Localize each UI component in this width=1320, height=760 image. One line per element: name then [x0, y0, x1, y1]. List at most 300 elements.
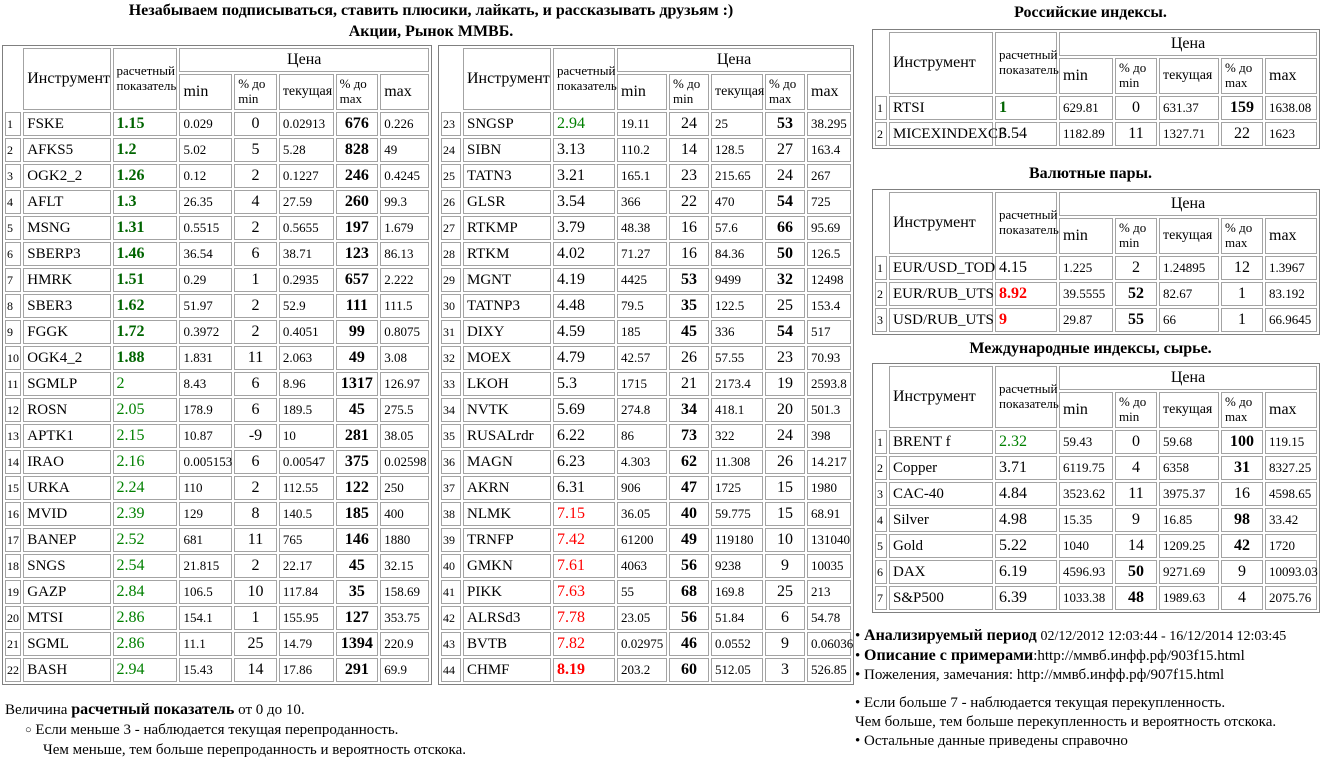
table-row	[5, 554, 429, 578]
current-cell: 140.5	[279, 502, 334, 526]
price-group-header: Цена	[1059, 192, 1317, 216]
instrument-cell: RTKMP	[463, 216, 551, 240]
pct-to-max-cell: 676	[336, 112, 379, 136]
row-number-cell: 32	[441, 346, 461, 370]
pct-to-max-cell: 3	[765, 658, 805, 682]
max-cell: 1.679	[380, 216, 429, 240]
pct-to-min-cell: 11	[1115, 122, 1157, 146]
pct-to-max-cell: 16	[1221, 482, 1263, 506]
note-overbought-cont: Чем больше, тем больше перекупленность и вероятность отскока.	[855, 714, 1277, 730]
row-number-cell: 17	[5, 528, 21, 552]
min-header: min	[617, 74, 667, 110]
legend-oversold-cont: Чем меньше, тем больше перепроданность и вероятность отскока.	[43, 742, 467, 758]
instrument-cell: CAC-40	[889, 482, 993, 506]
calc-indicator-cell: 7.78	[553, 606, 615, 630]
calc-indicator-cell: 2.15	[113, 424, 178, 448]
pct-to-max-cell: 50	[765, 242, 805, 266]
header-row-1	[441, 48, 851, 72]
note-description-url: :http://ммвб.инфф.рф/903f15.html	[1033, 648, 1245, 664]
pct-to-max-cell: 15	[765, 502, 805, 526]
pct-to-min-cell: 23	[669, 164, 709, 188]
instrument-cell: MTSI	[23, 606, 110, 630]
instrument-cell: MGNT	[463, 268, 551, 292]
max-cell: 95.69	[807, 216, 851, 240]
pct-to-max-cell: 9	[765, 554, 805, 578]
current-cell: 38.71	[279, 242, 334, 266]
pct-to-max-cell: 111	[336, 294, 379, 318]
international-table-container	[872, 363, 1320, 613]
pct-to-max-cell: 20	[765, 398, 805, 422]
current-cell: 128.5	[711, 138, 763, 162]
calc-indicator-cell: 2.39	[113, 502, 178, 526]
current-cell: 155.95	[279, 606, 334, 630]
pct-to-max-cell: 197	[336, 216, 379, 240]
current-cell: 117.84	[279, 580, 334, 604]
pct-to-min-cell: 35	[669, 294, 709, 318]
row-number-cell: 2	[875, 456, 887, 480]
table-row	[5, 528, 429, 552]
row-number-cell: 1	[5, 112, 21, 136]
min-cell: 55	[617, 580, 667, 604]
table-row	[441, 346, 851, 370]
pct-to-max-cell: 12	[1221, 256, 1263, 280]
row-number-cell: 15	[5, 476, 21, 500]
bullet-icon: •	[855, 733, 861, 749]
current-cell: 336	[711, 320, 763, 344]
calc-indicator-cell: 1.15	[113, 112, 178, 136]
calc-indicator-cell: 2.52	[113, 528, 178, 552]
stocks-table-right-container	[438, 45, 854, 685]
pct-to-max-cell: 122	[336, 476, 379, 500]
max-cell: 69.9	[380, 658, 429, 682]
pct-to-max-cell: 246	[336, 164, 379, 188]
pct-to-max-cell: 25	[765, 580, 805, 604]
info-notes	[855, 626, 1311, 751]
pct-to-min-cell: 14	[669, 138, 709, 162]
calc-indicator-cell: 2.32	[995, 430, 1057, 454]
instrument-header: Инструмент	[889, 192, 993, 254]
current-cell: 57.55	[711, 346, 763, 370]
max-cell: 1638.08	[1265, 96, 1317, 120]
table-row	[441, 164, 851, 188]
pct-to-min-cell: 60	[669, 658, 709, 682]
calc-indicator-cell: 1	[995, 96, 1057, 120]
max-cell: 83.192	[1265, 282, 1317, 306]
table-row	[5, 372, 429, 396]
calc-indicator-cell: 4.84	[995, 482, 1057, 506]
current-cell: 169.8	[711, 580, 763, 604]
current-cell: 51.84	[711, 606, 763, 630]
min-cell: 1033.38	[1059, 586, 1113, 610]
calc-indicator-cell: 8.19	[553, 658, 615, 682]
max-cell: 0.02598	[380, 450, 429, 474]
calc-indicator-cell: 4.98	[995, 508, 1057, 532]
max-header: max	[1265, 58, 1317, 94]
row-number-cell: 16	[5, 502, 21, 526]
pct-to-max-cell: 66	[765, 216, 805, 240]
pct-to-max-cell: 100	[1221, 430, 1263, 454]
min-cell: 79.5	[617, 294, 667, 318]
instrument-header: Инструмент	[23, 48, 110, 110]
row-number-cell: 2	[875, 122, 887, 146]
table-row	[5, 216, 429, 240]
table-row	[5, 164, 429, 188]
instrument-header: Инструмент	[889, 32, 993, 94]
table-row	[5, 320, 429, 344]
pct-to-max-cell: 260	[336, 190, 379, 214]
current-cell: 0.0552	[711, 632, 763, 656]
min-cell: 26.35	[179, 190, 232, 214]
table-row	[5, 658, 429, 682]
current-cell: 0.5655	[279, 216, 334, 240]
max-cell: 398	[807, 424, 851, 448]
calc-indicator-cell: 6.39	[995, 586, 1057, 610]
table-row	[875, 282, 1317, 306]
calc-indicator-cell: 6.31	[553, 476, 615, 500]
instrument-cell: Copper	[889, 456, 993, 480]
row-number-cell: 4	[875, 508, 887, 532]
pct-to-max-cell: 27	[765, 138, 805, 162]
table-row	[5, 112, 429, 136]
min-cell: 8.43	[179, 372, 232, 396]
table-row	[875, 122, 1317, 146]
pct-to-min-cell: 55	[1115, 308, 1157, 332]
calc-indicator-cell: 2.86	[113, 632, 178, 656]
instrument-cell: LKOH	[463, 372, 551, 396]
min-header: min	[1059, 392, 1113, 428]
current-header: текущая	[279, 74, 334, 110]
current-cell: 215.65	[711, 164, 763, 188]
max-cell: 3.08	[380, 346, 429, 370]
pct-to-min-cell: 2	[234, 320, 277, 344]
pct-to-min-cell: 2	[234, 476, 277, 500]
row-number-cell: 2	[875, 282, 887, 306]
pct-to-min-cell: 40	[669, 502, 709, 526]
min-cell: 906	[617, 476, 667, 500]
calc-indicator-cell: 2.94	[553, 112, 615, 136]
current-cell: 0.4051	[279, 320, 334, 344]
instrument-cell: EUR/RUB_UTS	[889, 282, 993, 306]
table-row	[5, 190, 429, 214]
pct-to-min-cell: 4	[1115, 456, 1157, 480]
current-cell: 17.86	[279, 658, 334, 682]
max-cell: 0.4245	[380, 164, 429, 188]
page-subtitle: Акции, Рынок ММВБ.	[348, 23, 514, 40]
pct-to-max-cell: 1394	[336, 632, 379, 656]
current-cell: 765	[279, 528, 334, 552]
header-row-1	[875, 32, 1317, 56]
row-number-cell: 1	[875, 430, 887, 454]
row-number-cell: 38	[441, 502, 461, 526]
pct-to-min-cell: 52	[1115, 282, 1157, 306]
current-cell: 0.02913	[279, 112, 334, 136]
max-cell: 33.42	[1265, 508, 1317, 532]
min-header: min	[179, 74, 232, 110]
table-row	[441, 190, 851, 214]
calc-indicator-cell: 8.92	[995, 282, 1057, 306]
pct-to-max-cell: 657	[336, 268, 379, 292]
pct-to-max-cell: 35	[336, 580, 379, 604]
calc-indicator-cell: 7.63	[553, 580, 615, 604]
pct-to-max-cell: 31	[1221, 456, 1263, 480]
current-cell: 25	[711, 112, 763, 136]
instrument-cell: MOEX	[463, 346, 551, 370]
max-cell: 0.226	[380, 112, 429, 136]
max-cell: 400	[380, 502, 429, 526]
min-cell: 0.029	[179, 112, 232, 136]
max-cell: 119.15	[1265, 430, 1317, 454]
note-other-text: Остальные данные приведены справочно	[864, 733, 1128, 749]
calc-indicator-cell: 5.22	[995, 534, 1057, 558]
calc-indicator-cell: 2.05	[113, 398, 178, 422]
pct-to-max-cell: 45	[336, 554, 379, 578]
max-cell: 526.85	[807, 658, 851, 682]
min-cell: 71.27	[617, 242, 667, 266]
current-cell: 0.1227	[279, 164, 334, 188]
stocks-table-left-container	[2, 45, 432, 685]
pct-to-max-cell: 9	[1221, 560, 1263, 584]
table-row	[441, 268, 851, 292]
pct-to-min-cell: 1	[234, 268, 277, 292]
current-header: текущая	[1159, 218, 1219, 254]
calc-indicator-cell: 6.23	[553, 450, 615, 474]
min-cell: 61200	[617, 528, 667, 552]
table-row	[5, 450, 429, 474]
table-row	[441, 138, 851, 162]
calc-indicator-header: расчетный показатель	[995, 32, 1057, 94]
instrument-header: Инструмент	[889, 366, 993, 428]
min-cell: 1182.89	[1059, 122, 1113, 146]
pct-to-max-cell: 19	[765, 372, 805, 396]
calc-indicator-cell: 3.71	[995, 456, 1057, 480]
pct-to-max-cell: 53	[765, 112, 805, 136]
table-row	[5, 294, 429, 318]
table-row	[5, 268, 429, 292]
min-cell: 366	[617, 190, 667, 214]
pct-to-min-cell: 2	[234, 216, 277, 240]
max-cell: 68.91	[807, 502, 851, 526]
table-row	[875, 308, 1317, 332]
row-number-cell: 43	[441, 632, 461, 656]
min-cell: 21.815	[179, 554, 232, 578]
corner-cell	[875, 192, 887, 254]
max-cell: 353.75	[380, 606, 429, 630]
russian-indices-table	[872, 29, 1320, 149]
max-header: max	[380, 74, 429, 110]
min-cell: 274.8	[617, 398, 667, 422]
row-number-cell: 6	[5, 242, 21, 266]
stocks-right-table	[438, 45, 854, 685]
min-cell: 4596.93	[1059, 560, 1113, 584]
current-cell: 1.24895	[1159, 256, 1219, 280]
max-cell: 517	[807, 320, 851, 344]
pct-to-min-cell: 11	[234, 346, 277, 370]
min-cell: 3523.62	[1059, 482, 1113, 506]
row-number-cell: 2	[5, 138, 21, 162]
max-cell: 163.4	[807, 138, 851, 162]
instrument-cell: HMRK	[23, 268, 110, 292]
max-cell: 2593.8	[807, 372, 851, 396]
row-number-cell: 5	[875, 534, 887, 558]
instrument-cell: SGMLP	[23, 372, 110, 396]
legend-oversold-line	[5, 720, 466, 740]
calc-indicator-cell: 3.79	[553, 216, 615, 240]
pct-to-min-cell: 50	[1115, 560, 1157, 584]
max-header: max	[1265, 392, 1317, 428]
min-cell: 15.43	[179, 658, 232, 682]
pct-to-min-cell: 11	[1115, 482, 1157, 506]
max-cell: 0.8075	[380, 320, 429, 344]
current-cell: 14.79	[279, 632, 334, 656]
russian-indices-title: Российские индексы.	[1014, 4, 1167, 21]
pct-to-min-cell: 0	[1115, 96, 1157, 120]
page-header	[0, 2, 862, 41]
instrument-cell: BASH	[23, 658, 110, 682]
max-cell: 2.222	[380, 268, 429, 292]
min-cell: 129	[179, 502, 232, 526]
min-cell: 1040	[1059, 534, 1113, 558]
pct-to-max-cell: 1	[1221, 308, 1263, 332]
instrument-cell: RTSI	[889, 96, 993, 120]
table-row	[441, 450, 851, 474]
price-group-header: Цена	[617, 48, 851, 72]
legend-notes	[5, 700, 466, 760]
instrument-cell: BANEP	[23, 528, 110, 552]
instrument-cell: RUSALrdr	[463, 424, 551, 448]
pct-to-max-header: % до max	[336, 74, 379, 110]
min-cell: 110.2	[617, 138, 667, 162]
max-cell: 8327.25	[1265, 456, 1317, 480]
row-number-cell: 37	[441, 476, 461, 500]
calc-indicator-header: расчетный показатель	[995, 366, 1057, 428]
bullet-icon: •	[855, 695, 861, 711]
calc-indicator-cell: 3.21	[553, 164, 615, 188]
calc-indicator-cell: 3.13	[553, 138, 615, 162]
min-cell: 11.1	[179, 632, 232, 656]
pct-to-max-cell: 828	[336, 138, 379, 162]
min-cell: 4.303	[617, 450, 667, 474]
max-cell: 0.06036	[807, 632, 851, 656]
instrument-cell: CHMF	[463, 658, 551, 682]
pct-to-max-cell: 375	[336, 450, 379, 474]
instrument-cell: SBERP3	[23, 242, 110, 266]
min-cell: 681	[179, 528, 232, 552]
max-cell: 220.9	[380, 632, 429, 656]
max-cell: 4598.65	[1265, 482, 1317, 506]
pct-to-min-cell: 6	[234, 242, 277, 266]
min-cell: 10.87	[179, 424, 232, 448]
instrument-cell: MSNG	[23, 216, 110, 240]
pct-to-min-cell: 26	[669, 346, 709, 370]
table-row	[5, 242, 429, 266]
russian-indices-table-container	[872, 29, 1320, 149]
currency-pairs-title: Валютные пары.	[1028, 165, 1153, 182]
instrument-cell: SIBN	[463, 138, 551, 162]
pct-to-min-cell: 11	[234, 528, 277, 552]
pct-to-max-header: % до max	[1221, 218, 1263, 254]
corner-cell	[5, 48, 21, 110]
table-row	[441, 424, 851, 448]
current-cell: 1725	[711, 476, 763, 500]
max-cell: 10035	[807, 554, 851, 578]
row-number-cell: 40	[441, 554, 461, 578]
calc-indicator-cell: 1.26	[113, 164, 178, 188]
instrument-cell: PIKK	[463, 580, 551, 604]
calc-indicator-cell: 3.54	[553, 190, 615, 214]
calc-indicator-cell: 2.54	[113, 554, 178, 578]
max-cell: 1.3967	[1265, 256, 1317, 280]
row-number-cell: 41	[441, 580, 461, 604]
pct-to-min-cell: 48	[1115, 586, 1157, 610]
table-row	[441, 476, 851, 500]
row-number-cell: 14	[5, 450, 21, 474]
pct-to-min-cell: 73	[669, 424, 709, 448]
pct-to-min-header: % до min	[1115, 218, 1157, 254]
max-cell: 70.93	[807, 346, 851, 370]
instrument-cell: NLMK	[463, 502, 551, 526]
bullet-icon: •	[855, 667, 861, 683]
table-row	[441, 632, 851, 656]
pct-to-max-cell: 54	[765, 190, 805, 214]
max-cell: 86.13	[380, 242, 429, 266]
pct-to-max-cell: 185	[336, 502, 379, 526]
pct-to-max-cell: 99	[336, 320, 379, 344]
calc-indicator-cell: 1.31	[113, 216, 178, 240]
min-cell: 203.2	[617, 658, 667, 682]
current-cell: 631.37	[1159, 96, 1219, 120]
max-cell: 10093.03	[1265, 560, 1317, 584]
calc-indicator-cell: 4.19	[553, 268, 615, 292]
pct-to-min-cell: 14	[234, 658, 277, 682]
max-cell: 38.295	[807, 112, 851, 136]
row-number-cell: 3	[5, 164, 21, 188]
instrument-cell: GLSR	[463, 190, 551, 214]
pct-to-min-cell: 49	[669, 528, 709, 552]
pct-to-max-cell: 49	[336, 346, 379, 370]
max-cell: 725	[807, 190, 851, 214]
pct-to-max-cell: 45	[336, 398, 379, 422]
calc-indicator-cell: 4.48	[553, 294, 615, 318]
row-number-cell: 3	[875, 482, 887, 506]
max-cell: 1623	[1265, 122, 1317, 146]
circle-bullet-icon: ○	[25, 724, 32, 736]
pct-to-max-cell: 24	[765, 424, 805, 448]
max-cell: 126.97	[380, 372, 429, 396]
table-row	[875, 256, 1317, 280]
min-cell: 42.57	[617, 346, 667, 370]
min-cell: 0.12	[179, 164, 232, 188]
table-row	[875, 508, 1317, 532]
calc-indicator-cell: 3.54	[995, 122, 1057, 146]
pct-to-min-cell: 56	[669, 606, 709, 630]
header-row-1	[875, 366, 1317, 390]
note-overbought	[855, 694, 1311, 713]
max-cell: 99.3	[380, 190, 429, 214]
legend-scale-prefix: Величина	[5, 702, 72, 718]
pct-to-min-cell: 0	[1115, 430, 1157, 454]
pct-to-min-cell: 2	[234, 164, 277, 188]
instrument-cell: GAZP	[23, 580, 110, 604]
table-row	[5, 346, 429, 370]
calc-indicator-header: расчетный показатель	[113, 48, 178, 110]
table-row	[5, 138, 429, 162]
min-cell: 51.97	[179, 294, 232, 318]
pct-to-max-cell: 24	[765, 164, 805, 188]
min-header: min	[1059, 218, 1113, 254]
pct-to-min-cell: 21	[669, 372, 709, 396]
header-row-1	[5, 48, 429, 72]
row-number-cell: 33	[441, 372, 461, 396]
